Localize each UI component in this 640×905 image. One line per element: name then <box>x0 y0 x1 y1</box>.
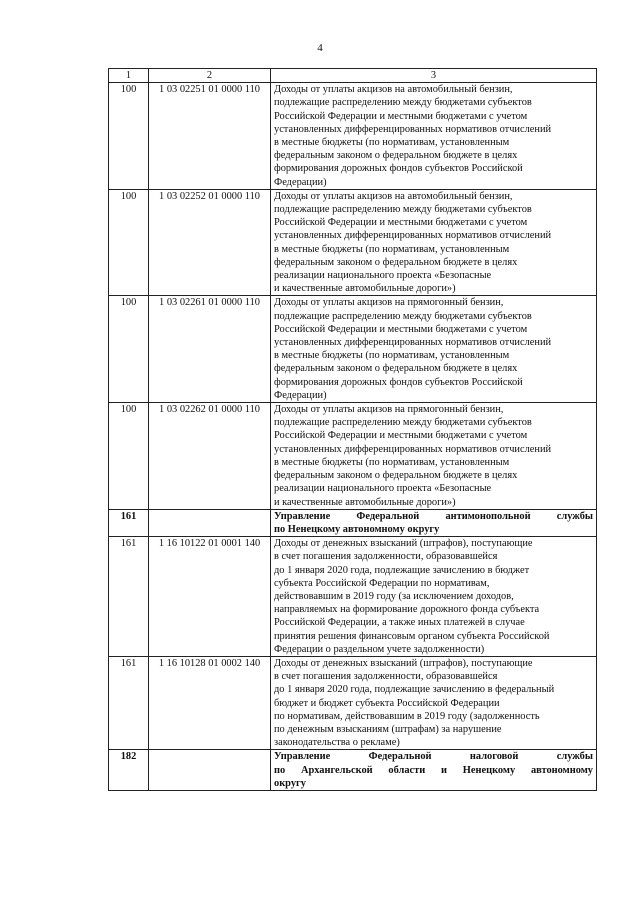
budget-classification-code: 1 03 02251 01 0000 110 <box>149 83 271 190</box>
budget-classification-code: 1 03 02262 01 0000 110 <box>149 403 271 510</box>
admin-code: 161 <box>109 537 149 657</box>
administrator-name <box>271 750 597 791</box>
admin-code: 182 <box>109 750 149 791</box>
budget-classification-code: 1 16 10122 01 0001 140 <box>149 537 271 657</box>
table-row <box>109 656 597 749</box>
income-description: Доходы от уплаты акцизов на прямогонный бензин, подлежащие распределению между бюджетами субъектов Российской Федерации и местными бюджетами с учетом установленных дифференцированных нормативов отчислений в местные бюджеты (по нормативам, установленным федеральным законом о федеральном бюджете в целях реализации национального проекта «Безопасные и качественные автомобильные дороги») <box>271 403 597 510</box>
admin-code: 161 <box>109 656 149 749</box>
column-number-1: 1 <box>109 69 149 83</box>
administrator-name-line: по Архангельской области и Ненецкому автономному <box>274 764 593 776</box>
admin-code: 161 <box>109 509 149 536</box>
administrator-name-line: по Ненецкому автономному округу <box>274 523 440 535</box>
income-description: Доходы от уплаты акцизов на прямогонный бензин, подлежащие распределению между бюджетами субъектов Российской Федерации и местными бюджетами с учетом установленных дифференцированных нормативов отчислений в местные бюджеты (по нормативам, установленным федеральным законом о федеральном бюджете в целях формирования дорожных фондов субъектов Российской Федерации) <box>271 296 597 403</box>
table-row <box>109 537 597 657</box>
section-header-fns <box>109 750 597 791</box>
section-header-fas <box>109 509 597 536</box>
administrator-name <box>271 509 597 536</box>
admin-code: 100 <box>109 189 149 296</box>
budget-classification-code: 1 16 10128 01 0002 140 <box>149 656 271 749</box>
income-description: Доходы от уплаты акцизов на автомобильный бензин, подлежащие распределению между бюджетами субъектов Российской Федерации и местными бюджетами с учетом установленных дифференцированных нормативов отчислений в местные бюджеты (по нормативам, установленным федеральным законом о федеральном бюджете в целях формирования дорожных фондов субъектов Российской Федерации) <box>271 83 597 190</box>
column-number-2: 2 <box>149 69 271 83</box>
administrator-name-line: Управление Федеральной антимонопольной службы <box>274 510 593 522</box>
budget-codes-table <box>108 68 597 791</box>
table-header-row <box>109 69 597 83</box>
admin-code: 100 <box>109 296 149 403</box>
table-row <box>109 83 597 190</box>
admin-code: 100 <box>109 403 149 510</box>
income-description: Доходы от денежных взысканий (штрафов), поступающие в счет погашения задолженности, образовавшейся до 1 января 2020 года, подлежащие зачислению в федеральный бюджет и бюджет субъекта Российской Федерации по нормативам, действовавшим в 2019 году (задолженность по денежным взысканиям (штрафам) за нарушение законодательства о рекламе) <box>271 656 597 749</box>
budget-classification-code: 1 03 02252 01 0000 110 <box>149 189 271 296</box>
table-row <box>109 296 597 403</box>
admin-code: 100 <box>109 83 149 190</box>
page-number: 4 <box>317 42 323 54</box>
table-row <box>109 403 597 510</box>
budget-classification-code <box>149 509 271 536</box>
budget-classification-code: 1 03 02261 01 0000 110 <box>149 296 271 403</box>
administrator-name-line: округу <box>274 777 306 789</box>
income-description: Доходы от уплаты акцизов на автомобильный бензин, подлежащие распределению между бюджетами субъектов Российской Федерации и местными бюджетами с учетом установленных дифференцированных нормативов отчислений в местные бюджеты (по нормативам, установленным федеральным законом о федеральном бюджете в целях реализации национального проекта «Безопасные и качественные автомобильные дороги») <box>271 189 597 296</box>
administrator-name-line: Управление Федеральной налоговой службы <box>274 751 593 763</box>
budget-classification-code <box>149 750 271 791</box>
table-row <box>109 189 597 296</box>
column-number-3: 3 <box>271 69 597 83</box>
income-description: Доходы от денежных взысканий (штрафов), поступающие в счет погашения задолженности, образовавшейся до 1 января 2020 года, подлежащие зачислению в бюджет субъекта Российской Федерации по нормативам, действовавшим в 2019 году (за исключением доходов, направляемых на формирование дорожного фонда субъекта Российской Федерации, а также иных платежей в случае принятия решения финансовым органом субъекта Российской Федерации о раздельном учете задолженности) <box>271 537 597 657</box>
